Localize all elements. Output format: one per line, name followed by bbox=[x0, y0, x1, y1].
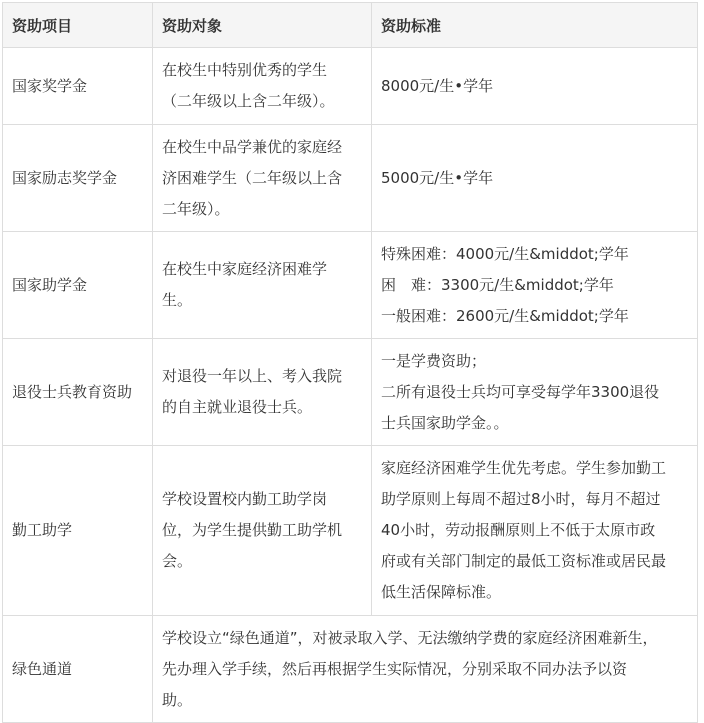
target-line: 位，为学生提供勤工助学机 bbox=[162, 521, 343, 539]
table-row bbox=[3, 446, 698, 616]
target-cell bbox=[153, 339, 372, 446]
standard-cell bbox=[372, 125, 698, 232]
table-row bbox=[3, 48, 698, 125]
standard-line: 困 难：3300元/生&middot;学年 bbox=[381, 275, 614, 294]
standard-line: 特殊困难：4000元/生&middot;学年 bbox=[381, 244, 629, 263]
target-line: 生。 bbox=[162, 291, 193, 309]
target-line: 对退役一年以上、考入我院 bbox=[162, 367, 343, 385]
target-cell bbox=[153, 48, 372, 125]
target-cell bbox=[153, 446, 372, 616]
standard-line: 一是学费资助； bbox=[381, 351, 487, 370]
merged-cell bbox=[153, 616, 698, 723]
standard-cell bbox=[372, 232, 698, 339]
target-line: 二年级）。 bbox=[162, 199, 230, 218]
item-cell: 国家助学金 bbox=[3, 232, 153, 339]
merged-line: 助。 bbox=[162, 690, 193, 709]
standard-line: 士兵国家助学金。。 bbox=[381, 413, 509, 432]
table-row bbox=[3, 125, 698, 232]
standard-line: 低生活保障标准。 bbox=[381, 583, 502, 601]
standard-cell bbox=[372, 339, 698, 446]
target-cell bbox=[153, 125, 372, 232]
standard-line: 40小时，劳动报酬原则上不低于太原市政 bbox=[381, 521, 656, 539]
target-line: 会。 bbox=[162, 552, 193, 570]
header-target: 资助对象 bbox=[153, 3, 372, 48]
item-cell: 退役士兵教育资助 bbox=[3, 339, 153, 446]
target-line: 济困难学生（二年级以上含 bbox=[162, 168, 343, 187]
merged-line: 先办理入学手续，然后再根据学生实际情况，分别采取不同办法予以资 bbox=[162, 659, 628, 678]
funding-table bbox=[2, 2, 698, 723]
header-standard: 资助标准 bbox=[372, 3, 698, 48]
table-row bbox=[3, 232, 698, 339]
item-cell: 国家励志奖学金 bbox=[3, 125, 153, 232]
target-line: （二年级以上含二年级）。 bbox=[162, 92, 335, 110]
standard-line: 府或有关部门制定的最低工资标准或居民最 bbox=[381, 552, 667, 570]
header-row bbox=[3, 3, 698, 48]
standard-line: 二所有退役士兵均可享受每学年3300退役 bbox=[381, 382, 660, 401]
table-row bbox=[3, 616, 698, 723]
target-line: 在校生中品学兼优的家庭经 bbox=[162, 137, 343, 156]
standard-line: 助学原则上每周不超过8小时，每月不超过 bbox=[381, 490, 661, 508]
target-line: 的自主就业退役士兵。 bbox=[162, 398, 313, 416]
header-item: 资助项目 bbox=[3, 3, 153, 48]
item-cell: 国家奖学金 bbox=[3, 48, 153, 125]
standard-cell bbox=[372, 446, 698, 616]
standard-line: 家庭经济困难学生优先考虑。学生参加勤工 bbox=[381, 459, 667, 477]
target-line: 在校生中家庭经济困难学 bbox=[162, 260, 328, 278]
target-line: 学校设置校内勤工助学岗 bbox=[162, 490, 328, 508]
target-cell bbox=[153, 232, 372, 339]
item-cell: 勤工助学 bbox=[3, 446, 153, 616]
item-cell: 绿色通道 bbox=[3, 616, 153, 723]
table-row bbox=[3, 339, 698, 446]
standard-line: 5000元/生•学年 bbox=[381, 168, 494, 187]
standard-line: 8000元/生•学年 bbox=[381, 76, 494, 95]
standard-line: 一般困难：2600元/生&middot;学年 bbox=[381, 306, 629, 325]
standard-cell bbox=[372, 48, 698, 125]
target-line: 在校生中特别优秀的学生 bbox=[162, 61, 328, 79]
merged-line: 学校设立“绿色通道”，对被录取入学、无法缴纳学费的家庭经济困难新生， bbox=[162, 628, 658, 647]
